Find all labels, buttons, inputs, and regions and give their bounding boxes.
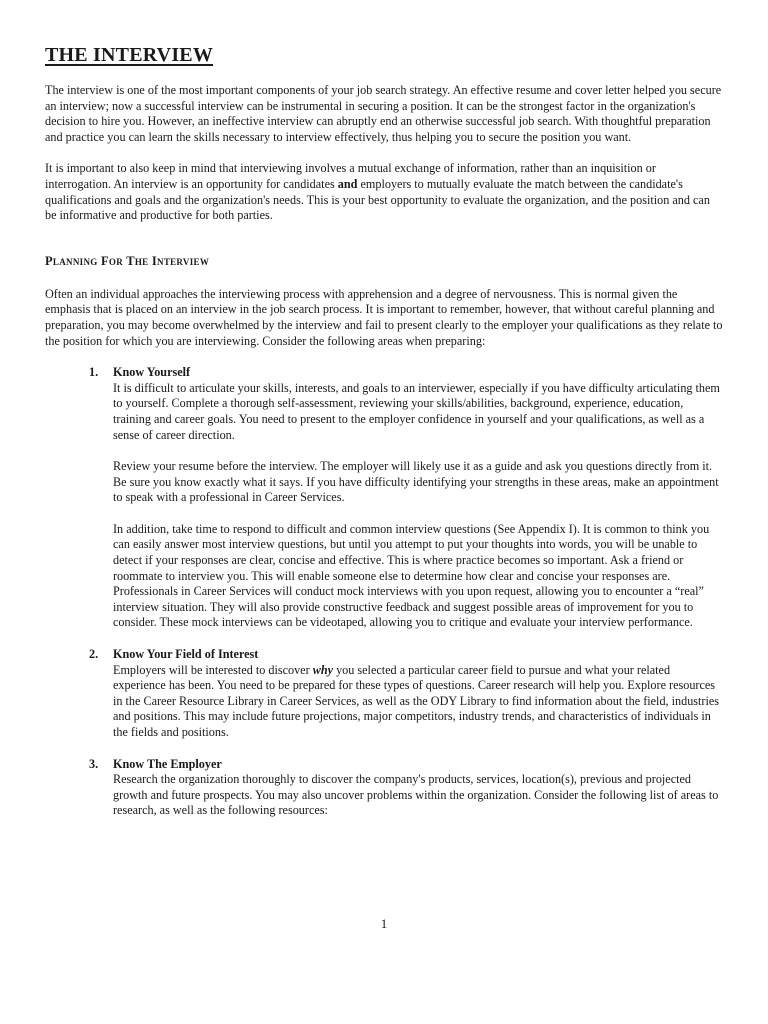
know-field-emphasis: why (312, 662, 334, 677)
page-number: 1 (380, 916, 388, 931)
list-item-know-employer (45, 757, 723, 819)
know-field-text-end: you selected a particular career field to pursue and what your related experience has been. You need to be prepared for these types of questions. Career research will help you. Explore resources in the Career Resource Library in Career Services, as well as the ODY Library to find information about the field, industries and positions. This may include future projections, major competitors, industry trends, and characteristics of individuals in the fields and positions. (113, 662, 720, 739)
list-item-number: 1. (89, 365, 99, 380)
page-title: THE INTERVIEW (45, 44, 214, 66)
intro-paragraph-2-bold: and (337, 176, 358, 191)
preparation-list (45, 365, 723, 819)
know-yourself-paragraph-2: Review your resume before the interview. The employer will likely use it as a guide and ask you questions directly from it. Be sure you know exactly what it says. If you have difficulty identifying your strengths in these areas, make an appointment to speak with a professional in Career Services. (113, 459, 719, 505)
know-field-paragraph (113, 663, 723, 741)
list-item-know-field (45, 647, 723, 741)
document-page (45, 44, 723, 835)
list-item-number: 2. (89, 647, 99, 662)
list-item-number: 3. (89, 756, 99, 771)
intro-paragraph-2-start: It is important to also keep in mind that interviewing involves a mutual exchange of information, rather than an inquisition or interrogation. An interview is an opportunity for candidates (45, 161, 656, 191)
intro-paragraph-1: The interview is one of the most important components of your job search strategy. An effective resume and cover letter helped you secure an interview; now a successful interview can be instrumental in securing a position. It can be the strongest factor in the organization's decision to hire you. However, an ineffective interview can abruptly end an otherwise successful job search. With thoughtful preparation and practice you can learn the skills necessary to interview effectively, thus helping you to secure the position you want. (45, 83, 722, 144)
planning-paragraph: Often an individual approaches the interviewing process with apprehension and a degree of nervousness. This is normal given the emphasis that is placed on an interview in the job search process. It is important to remember, however, that without careful planning and preparation, you may become overwhelmed by the interview and fail to present clearly to the employer your qualifications as they relate to the position for which you are interviewing. Consider the following areas when preparing: (45, 286, 723, 348)
list-item-know-yourself (45, 365, 723, 631)
intro-paragraph-2-end: employers to mutually evaluate the match between the candidate's qualifications and goals and the organization's needs. This is your best opportunity to evaluate the organization, and the position and can be informative and productive for both parties. (45, 176, 710, 223)
list-item-title: Know Your Field of Interest (113, 647, 259, 662)
know-yourself-paragraph-1: It is difficult to articulate your skills, interests, and goals to an interviewer, especially if you have difficulty articulating them to yourself. Complete a thorough self-assessment, reviewing your skills/abilities, background, experience, education, training and career goals. You need to present to the employer confidence in yourself and your qualifications, as well as a sense of career direction. (113, 380, 720, 442)
intro-paragraph-2 (45, 161, 723, 223)
know-employer-paragraph: Research the organization thoroughly to discover the company's products, services, location(s), previous and projected growth and future prospects. You may also uncover problems within the organization. Consider the following list of areas to research, as well as the following resources: (113, 772, 719, 818)
know-field-text-start: Employers will be interested to discover (113, 662, 313, 677)
list-item-title: Know Yourself (113, 365, 191, 380)
section-heading-planning: Planning For The Interview (45, 253, 210, 268)
list-item-title: Know The Employer (113, 756, 222, 771)
know-yourself-paragraph-3: In addition, take time to respond to difficult and common interview questions (See Appendix I). It is common to think you can easily answer most interview questions, but until you attempt to put your thoughts into words, you will be unable to detect if your responses are clear, concise and effective. This is where practice becomes so important. Ask a friend or roommate to interview you. This will enable someone else to determine how clear and concise your responses are. Professionals in Career Services will conduct mock interviews with you upon request, allowing you to encounter a “real” interview situation. They will also provide constructive feedback and suggest possible areas of improvement for you to consider. These mock interviews can be videotaped, allowing you to critique and evaluate your interview performance. (113, 521, 710, 630)
